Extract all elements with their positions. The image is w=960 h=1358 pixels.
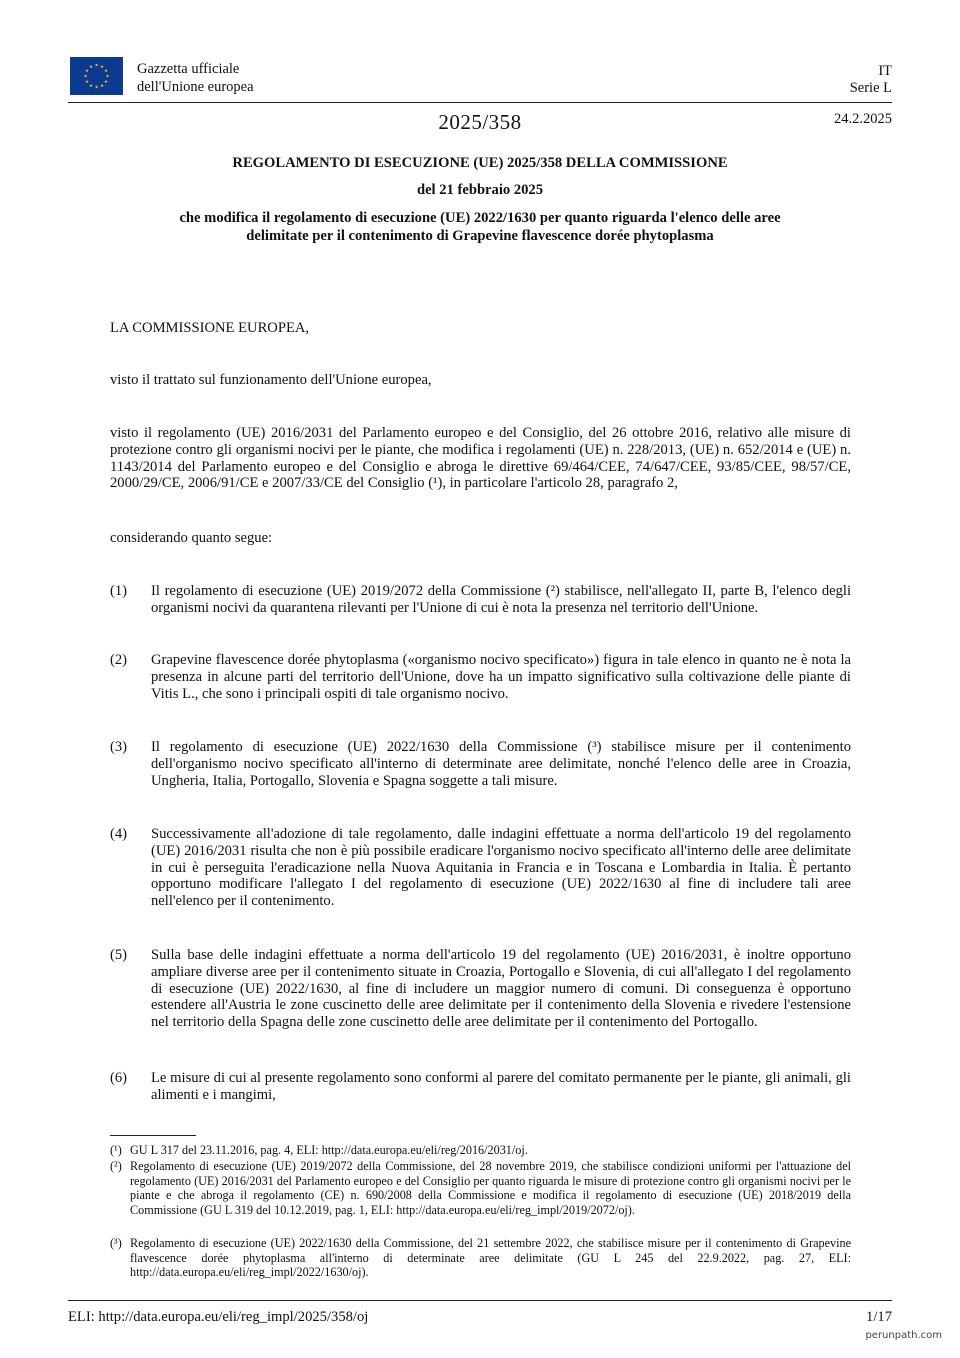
- recital-text: Il regolamento di esecuzione (UE) 2022/1630 della Commissione (³) stabilisce misure per il contenimento dell'organismo nocivo specificato all'interno di determinate aree delimitate, nonché l'elenco delle aree in Croazia, Ungheria, Italia, Portogallo, Slovenia e Spagna soggette a tali misure.: [151, 739, 851, 789]
- eli-link[interactable]: ELI: http://data.europa.eu/eli/reg_impl/2025/358/oj: [68, 1309, 369, 1325]
- footnote-marker: (²): [110, 1159, 122, 1173]
- language-series: [850, 63, 892, 97]
- footnote-text: GU L 317 del 23.11.2016, pag. 4, ELI: http://data.europa.eu/eli/reg/2016/2031/oj.: [130, 1143, 528, 1157]
- flag-star: ★: [88, 83, 94, 89]
- footnote-marker: (¹): [110, 1143, 122, 1157]
- recital-text: Il regolamento di esecuzione (UE) 2019/2072 della Commissione (²) stabilisce, nell'allegato II, parte B, l'elenco degli organismi nocivi da quarantena rilevanti per l'Unione di cui è nota la presenza nel territorio dell'Unione.: [151, 583, 851, 616]
- regulation-subject-line-1: che modifica il regolamento di esecuzione (UE) 2022/1630 per quanto riguarda l'elenco delle aree: [179, 210, 781, 226]
- eu-flag-icon: [70, 57, 123, 95]
- flag-star: ★: [88, 64, 94, 70]
- whereas-line: considerando quanto segue:: [110, 530, 273, 546]
- page-number: 1/17: [866, 1309, 892, 1325]
- recital-text: Grapevine flavescence dorée phytoplasma («organismo nocivo specificato») figura in tale elenco in quanto ne è nota la presenza in alcune parti del territorio dell'Unione, dove ha un impatto significativo sulla coltivazione delle piante di Vitis L., che sono i principali ospiti di tale organismo nocivo.: [151, 652, 851, 702]
- flag-star: ★: [103, 79, 109, 85]
- recital-number: (2): [110, 652, 128, 668]
- journal-line-2: dell'Unione europea: [137, 79, 254, 95]
- watermark: perunpath.com: [865, 1330, 942, 1341]
- legal-basis: visto il regolamento (UE) 2016/2031 del Parlamento europeo e del Consiglio, del 26 ottobre 2016, relativo alle misure di protezione contro gli organismi nocivi per le piante, che modifica i regolamenti (UE) n. 228/2013, (UE) n. 652/2014 e (UE) n. 1143/2014 del Parlamento europeo e del Consiglio e abroga le direttive 69/464/CEE, 74/647/CEE, 93/85/CEE, 98/57/CE, 2000/29/CE, 2006/91/CE e 2007/33/CE del Consiglio (¹), in particolare l'articolo 28, paragrafo 2,: [110, 425, 851, 492]
- journal-name: [137, 60, 254, 96]
- footnote-rule: [110, 1135, 196, 1136]
- recital-number: (6): [110, 1070, 128, 1086]
- treaty-line: visto il trattato sul funzionamento dell'Unione europea,: [110, 372, 432, 388]
- flag-star: ★: [105, 73, 110, 79]
- document-number: 2025/358: [438, 110, 522, 134]
- recital-number: (3): [110, 739, 128, 755]
- recital-text: Successivamente all'adozione di tale regolamento, dalle indagini effettuate a norma dell'articolo 19 del regolamento (UE) 2016/2031 risulta che non è più possibile eradicare l'organismo nocivo specificato all'interno delle aree delimitate in cui è perseguita l'eradicazione nella Nuova Aquitania in Francia e in Toscana e Lombardia in Italia. È pertanto opportuno modificare l'allegato I del regolamento di esecuzione (UE) 2022/1630 al fine di includere tali aree nell'elenco per il contenimento.: [151, 826, 851, 910]
- flag-star: ★: [99, 64, 105, 70]
- publication-date: 24.2.2025: [834, 111, 892, 127]
- recital-number: (4): [110, 826, 128, 842]
- journal-line-1: Gazzetta ufficiale: [137, 61, 240, 77]
- flag-star: ★: [94, 62, 99, 68]
- flag-star: ★: [103, 68, 109, 74]
- flag-star: ★: [84, 68, 90, 74]
- language-code: IT: [878, 63, 892, 79]
- header-rule: [68, 102, 892, 103]
- footnote-text: Regolamento di esecuzione (UE) 2019/2072 della Commissione, del 28 novembre 2019, che stabilisce condizioni uniformi per l'attuazione del regolamento (UE) 2016/2031 del Parlamento europeo e del Consiglio per quanto riguarda le misure di protezione contro gli organismi nocivi per le piante e che abroga il regolamento (CE) n. 690/2008 della Commissione e modifica il regolamento di esecuzione (UE) 2018/2019 della Commissione (GU L 319 del 10.12.2019, pag. 1, ELI: http://data.europa.eu/eli/reg_impl/2019/2072/oj).: [130, 1159, 851, 1217]
- footnote-text: Regolamento di esecuzione (UE) 2022/1630 della Commissione, del 21 settembre 2022, che stabilisce misure per il contenimento di Grapevine flavescence dorée phytoplasma all'interno di determinate aree delimitate (GU L 245 del 22.9.2022, pag. 27, ELI: http://data.europa.eu/eli/reg_impl/2022/1630/oj).: [130, 1236, 851, 1280]
- series-label: Serie L: [849, 80, 892, 96]
- flag-star: ★: [99, 83, 105, 89]
- footer-rule: [68, 1300, 892, 1301]
- flag-star: ★: [84, 79, 90, 85]
- flag-star: ★: [94, 84, 99, 90]
- footnote-marker: (³): [110, 1236, 122, 1250]
- recital-text: Sulla base delle indagini effettuate a norma dell'articolo 19 del regolamento (UE) 2016/2031, è inoltre opportuno ampliare diverse aree per il contenimento situate in Croazia, Portogallo e Slovenia, di cui all'allegato I del regolamento di esecuzione (UE) 2022/1630, al fine di includere un maggior numero di comuni. Di conseguenza è opportuno estendere all'Austria le zone cuscinetto delle aree delimitate per il contenimento della Slovenia e rivedere l'estensione nel territorio della Spagna delle zone cuscinetto delle aree delimitate per il contenimento del Portogallo.: [151, 947, 851, 1031]
- recital-number: (5): [110, 947, 128, 963]
- institution-line: LA COMMISSIONE EUROPEA,: [110, 320, 310, 336]
- regulation-title: REGOLAMENTO DI ESECUZIONE (UE) 2025/358 DELLA COMMISSIONE: [232, 155, 728, 171]
- regulation-date: del 21 febbraio 2025: [416, 182, 544, 198]
- recital-number: (1): [110, 583, 128, 599]
- regulation-subject-line-2: delimitate per il contenimento di Grapevine flavescence dorée phytoplasma: [246, 228, 714, 244]
- flag-star: ★: [83, 73, 88, 79]
- recital-text: Le misure di cui al presente regolamento sono conformi al parere del comitato permanente per le piante, gli animali, gli alimenti e i mangimi,: [151, 1070, 851, 1103]
